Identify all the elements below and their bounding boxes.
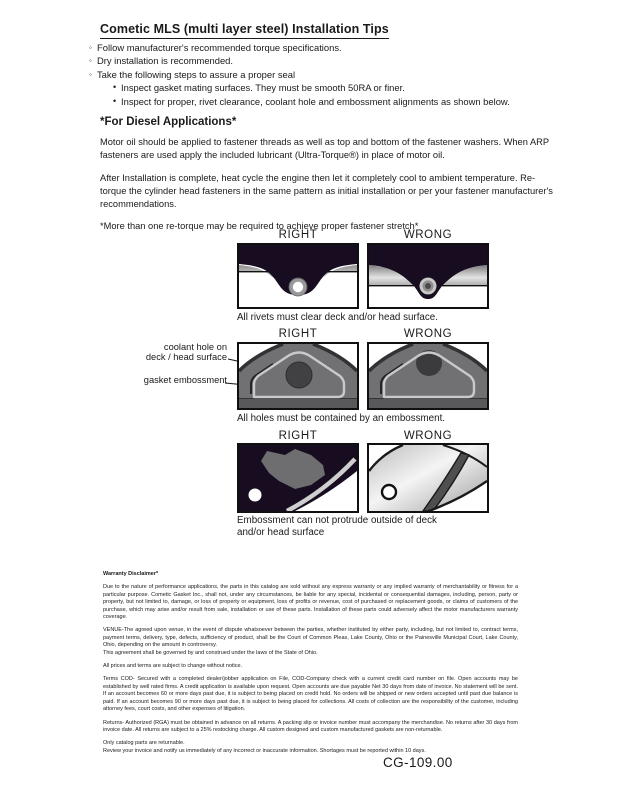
- coolant-hole-right-diagram: [237, 342, 359, 410]
- coolant-wrong-illustration: [369, 344, 487, 408]
- warranty-paragraph: This agreement shall be governed by and construed under the laws of the State of Ohio.: [103, 649, 318, 656]
- filled-bullet-icon: •: [113, 95, 117, 106]
- list-item: [113, 95, 567, 108]
- list-item: [89, 68, 567, 81]
- tip-text: Dry installation is recommended.: [97, 55, 233, 67]
- warranty-paragraph: Returns- Authorized (RGA) must be obtained in advance on all returns. A packing slip or invoice number must accompany the merchandise. No returns after 30 days from invoice date. All returns are subject to a 25% restocking charge. All custom designed and custom manufactured gaskets are non-returnable.: [103, 719, 518, 733]
- warranty-paragraph: Terms COD- Secured with a completed dealer/jobber application on File, COD-Company check with a current credit card number on file. Open accounts may be established by well rated firms. A credit application is available upon request. Open accounts are due payable Net 30 days from date of invoice. No statement will be sent. If an account becomes 60 or more days past due, it is subject to being placed on credit hold. No orders will be shipped or new orders accepted until past due balance is paid. If an account becomes 90 or more days past due, it is subject to being placed for collections. All costs of collection are the responsibility of the customer, including attorney fees, court costs, and other expenses of litigation.: [103, 676, 518, 713]
- figure1-right-label: RIGHT: [278, 229, 318, 241]
- warranty-heading: Warranty Disclaimer*: [103, 571, 159, 577]
- figure3-wrong-label: WRONG: [403, 430, 453, 442]
- installation-tips-list: [89, 41, 567, 108]
- warranty-paragraph: Due to the nature of performance applications, the parts in this catalog are sold without any express warranty or any implied warranty of merchantability or fitness for a particular purpose. Cometic Gasket Inc., shall not, under any circumstances, be liable for any special, incidental or consequential damages, including, person, party or property, but not limited to, damage, or loss of property or equipment, loss of profits or revenue, cost of purchased or replacement goods, or claims of customers of the purchase, which may arise and/or result from sale, installation or use of these parts. Installation of these parts could adversely affect the motor manufacturers warranty coverage.: [103, 584, 518, 621]
- rivet-clearance-right-diagram: [237, 243, 359, 309]
- warranty-disclaimer-section: [103, 571, 518, 755]
- diesel-applications-section: [100, 116, 560, 242]
- figure1-wrong-label: WRONG: [403, 229, 453, 241]
- callout-coolant-hole-line1: coolant hole on: [163, 342, 227, 352]
- coolant-hole-wrong-diagram: [367, 342, 489, 410]
- filled-bullet-icon: •: [113, 82, 117, 93]
- list-item: [89, 41, 567, 54]
- warranty-paragraph: VENUE-The agreed upon venue, in the event of dispute whatsoever between the parties, whether instituted by either party, including, but not limited to, contract terms, payment terms, delivery, type, defects, sufficiency of product, shall be the Court of Common Pleas, Lake County, Ohio or the Painesville Municipal Court, Lake County, Ohio, depending on the amount in controversy.: [103, 627, 518, 649]
- figure2-right-label: RIGHT: [278, 328, 318, 340]
- embossment-wrong-diagram: [367, 443, 489, 513]
- rivet-clearance-wrong-diagram: [367, 243, 489, 309]
- warranty-paragraph: Review your invoice and notify us immediately of any incorrect or inaccurate information. Shortages must be reported within 10 days.: [103, 747, 426, 754]
- list-item: [89, 54, 567, 67]
- page-code: CG-109.00: [383, 755, 453, 770]
- figure3-caption: Embossment can not protrude outside of deck and/or head surface: [237, 515, 437, 538]
- warranty-paragraph: Only catalog parts are returnable.: [103, 740, 185, 747]
- diesel-paragraph: *More than one re-torque may be required to achieve proper fastener stretch*: [100, 221, 419, 232]
- diesel-paragraph: Motor oil should be applied to fastener threads as well as top and bottom of the fastener washers. When ARP fasteners are used apply the included lubricant (Ultra-Torque®) in place of motor oil.: [100, 137, 549, 161]
- diesel-paragraph: After Installation is complete, heat cycle the engine then let it completely cool to ambient temperature. Re-torque the cylinder head fasteners in the same pattern as initial installation or per your fastener manufacturer's recommendations.: [100, 172, 553, 210]
- callout-coolant-hole-line2: deck / head surface: [145, 352, 227, 362]
- warranty-paragraph: All prices and terms are subject to change without notice.: [103, 663, 243, 670]
- tip-text: Take the following steps to assure a proper seal: [97, 68, 296, 80]
- tip-text: Inspect for proper, rivet clearance, coolant hole and embossment alignments as shown below.: [121, 95, 510, 107]
- page-title: Cometic MLS (multi layer steel) Installation Tips: [100, 22, 389, 39]
- coolant-right-illustration: [239, 344, 357, 408]
- open-bullet-icon: ◦: [89, 56, 92, 66]
- figure2-caption: All holes must be contained by an embossment.: [237, 413, 446, 424]
- figure3-right-label: RIGHT: [278, 430, 318, 442]
- tip-text: Follow manufacturer's recommended torque specifications.: [97, 42, 342, 53]
- callout-gasket-embossment: gasket embossment: [143, 375, 227, 385]
- embossment-wrong-illustration: [369, 445, 487, 511]
- embossment-right-diagram: [237, 443, 359, 513]
- figure2-wrong-label: WRONG: [403, 328, 453, 340]
- embossment-right-illustration: [239, 445, 357, 511]
- rivet-wrong-illustration: [369, 245, 487, 307]
- diesel-heading: *For Diesel Applications*: [100, 116, 237, 128]
- tip-text: Inspect gasket mating surfaces. They must be smooth 50RA or finer.: [121, 82, 405, 94]
- figure1-caption: All rivets must clear deck and/or head surface.: [237, 312, 438, 323]
- open-bullet-icon: ◦: [89, 43, 92, 52]
- list-item: [113, 81, 567, 94]
- rivet-right-illustration: [239, 245, 357, 307]
- open-bullet-icon: ◦: [89, 69, 92, 79]
